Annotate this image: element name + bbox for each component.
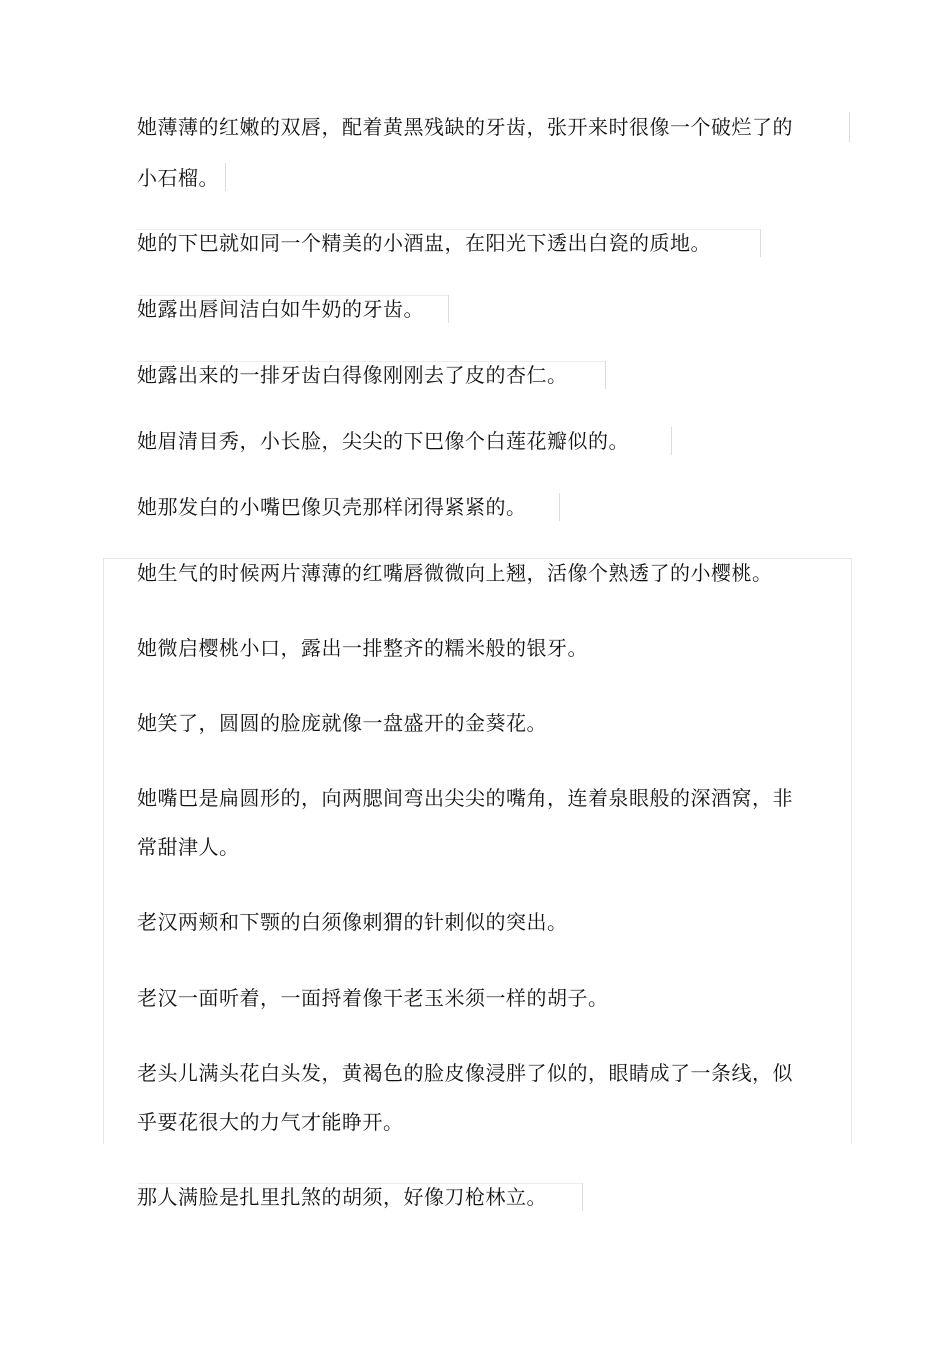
paragraph-line: 她生气的时候两片薄薄的红嘴唇微微向上翘，活像个熟透了的小樱桃。 [137,561,773,585]
paragraph-line: 常甜津人。 [137,835,240,859]
paragraph-line: 她眉清目秀，小长脸，尖尖的下巴像个白莲花瓣似的。 [137,429,629,453]
paragraph-line: 她薄薄的红嫩的双唇，配着黄黑残缺的牙齿，张开来时很像一个破烂了的 [137,115,793,139]
paragraph-line: 她嘴巴是扁圆形的，向两腮间弯出尖尖的嘴角，连着泉眼般的深酒窝，非 [137,786,793,810]
scan-artifact-line [559,493,560,521]
paragraph-line: 她微启樱桃小口，露出一排整齐的糯米般的银牙。 [137,636,588,660]
paragraph-line: 她的下巴就如同一个精美的小酒盅，在阳光下透出白瓷的质地。 [137,231,711,255]
paragraph-line: 小石榴。 [137,166,219,190]
paragraph-line: 老汉两颊和下颚的白须像刺猬的针刺似的突出。 [137,910,568,934]
paragraph-line: 老头儿满头花白头发，黄褐色的脸皮像浸胖了似的，眼睛成了一条线，似 [137,1061,793,1085]
paragraph-line: 她露出来的一排牙齿白得像刚刚去了皮的杏仁。 [137,363,568,387]
paragraph-line: 老汉一面听着，一面捋着像干老玉米须一样的胡子。 [137,986,609,1010]
scan-artifact-line [605,361,606,389]
scan-artifact-line [225,163,226,191]
scan-artifact-line [448,295,449,323]
paragraph-line: 她露出唇间洁白如牛奶的牙齿。 [137,297,424,321]
paragraph-line: 乎要花很大的力气才能睁开。 [137,1110,404,1134]
scan-artifact-line [849,112,850,142]
paragraph-line: 那人满脸是扎里扎煞的胡须，好像刀枪林立。 [137,1185,547,1209]
scan-artifact-line [760,229,761,257]
scan-artifact-line [582,1183,583,1211]
paragraph-line: 她笑了，圆圆的脸庞就像一盘盛开的金葵花。 [137,711,547,735]
scan-artifact-line [671,427,672,455]
paragraph-line: 她那发白的小嘴巴像贝壳那样闭得紧紧的。 [137,495,527,519]
